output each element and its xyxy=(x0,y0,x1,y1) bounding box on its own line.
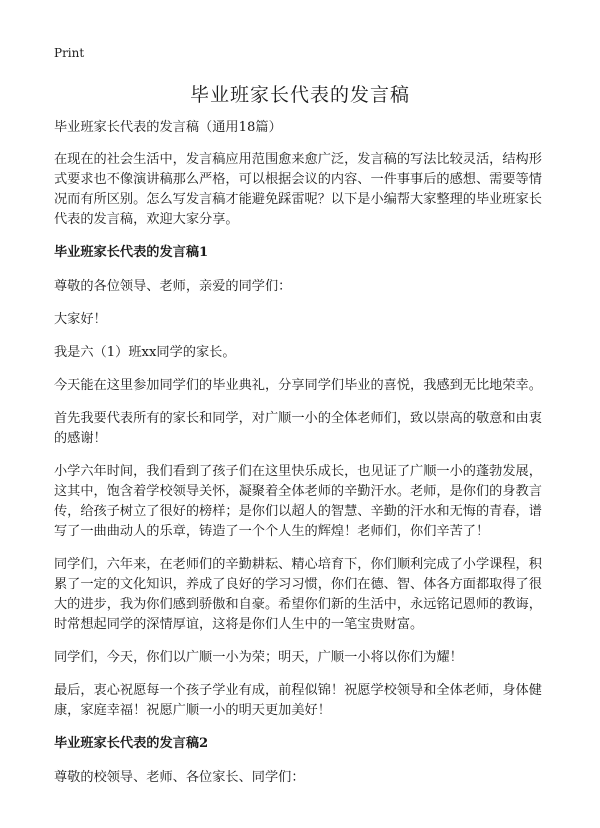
document-title: 毕业班家长代表的发言稿 xyxy=(189,84,410,106)
paragraph: 尊敬的各位领导、老师，亲爱的同学们： xyxy=(54,279,292,294)
paragraph: 同学们，六年来，在老师们的辛勤耕耘、精心培育下，你们顺利完成了小学课程，积累了一定的文化知识，养成了良好的学习习惯，你们在德、智、体各方面都取得了很大的进步，我为你们感到骄傲和自豪。希望你们新的生活中，永远铭记恩师的教诲，时常想起同学的深情厚谊，这将是你们人生中的一笔宝贵财富。 xyxy=(54,557,542,632)
paragraph: 今天能在这里参加同学们的毕业典礼，分享同学们毕业的喜悦，我感到无比地荣幸。 xyxy=(54,378,542,393)
paragraph: 大家好！ xyxy=(54,312,107,327)
intro-paragraph: 在现在的社会生活中，发言稿应用范围愈来愈广泛，发言稿的写法比较灵活，结构形式要求也不像演讲稿那么严格，可以根据会议的内容、一件事事后的感想、需要等情况而有所区别。怎么写发言稿才能避免踩雷呢？以下是小编帮大家整理的毕业班家长代表的发言稿，欢迎大家分享。 xyxy=(54,152,542,227)
paragraph: 最后，衷心祝愿每一个孩子学业有成，前程似锦！祝愿学校领导和全体老师，身体健康，家庭幸福！祝愿广顺一小的明天更加美好！ xyxy=(54,683,542,718)
document-body xyxy=(54,118,554,801)
section-heading: 毕业班家长代表的发言稿2 xyxy=(54,736,209,751)
paragraph: 我是六（1）班xx同学的家长。 xyxy=(54,345,236,360)
paragraph: 小学六年时间，我们看到了孩子们在这里快乐成长，也见证了广顺一小的蓬勃发展，这其中，饱含着学校领导关怀，凝聚着全体老师的辛勤汗水。老师，是你们的身教言传，给孩子树立了很好的榜样；是你们以超人的智慧、辛勤的汗水和无悔的青春，谱写了一曲曲动人的乐章，铸造了一个个人生的辉煌！老师们，你们辛苦了！ xyxy=(54,464,542,539)
print-link[interactable]: Print xyxy=(54,46,85,60)
section-heading: 毕业班家长代表的发言稿1 xyxy=(54,245,209,260)
document-subtitle: 毕业班家长代表的发言稿（通用18篇） xyxy=(54,120,282,135)
paragraph: 同学们，今天，你们以广顺一小为荣；明天，广顺一小将以你们为耀！ xyxy=(54,650,463,665)
paragraph: 尊敬的校领导、老师、各位家长、同学们： xyxy=(54,770,305,785)
paragraph: 首先我要代表所有的家长和同学，对广顺一小的全体老师们，致以崇高的敬意和由衷的感谢！ xyxy=(54,411,542,446)
